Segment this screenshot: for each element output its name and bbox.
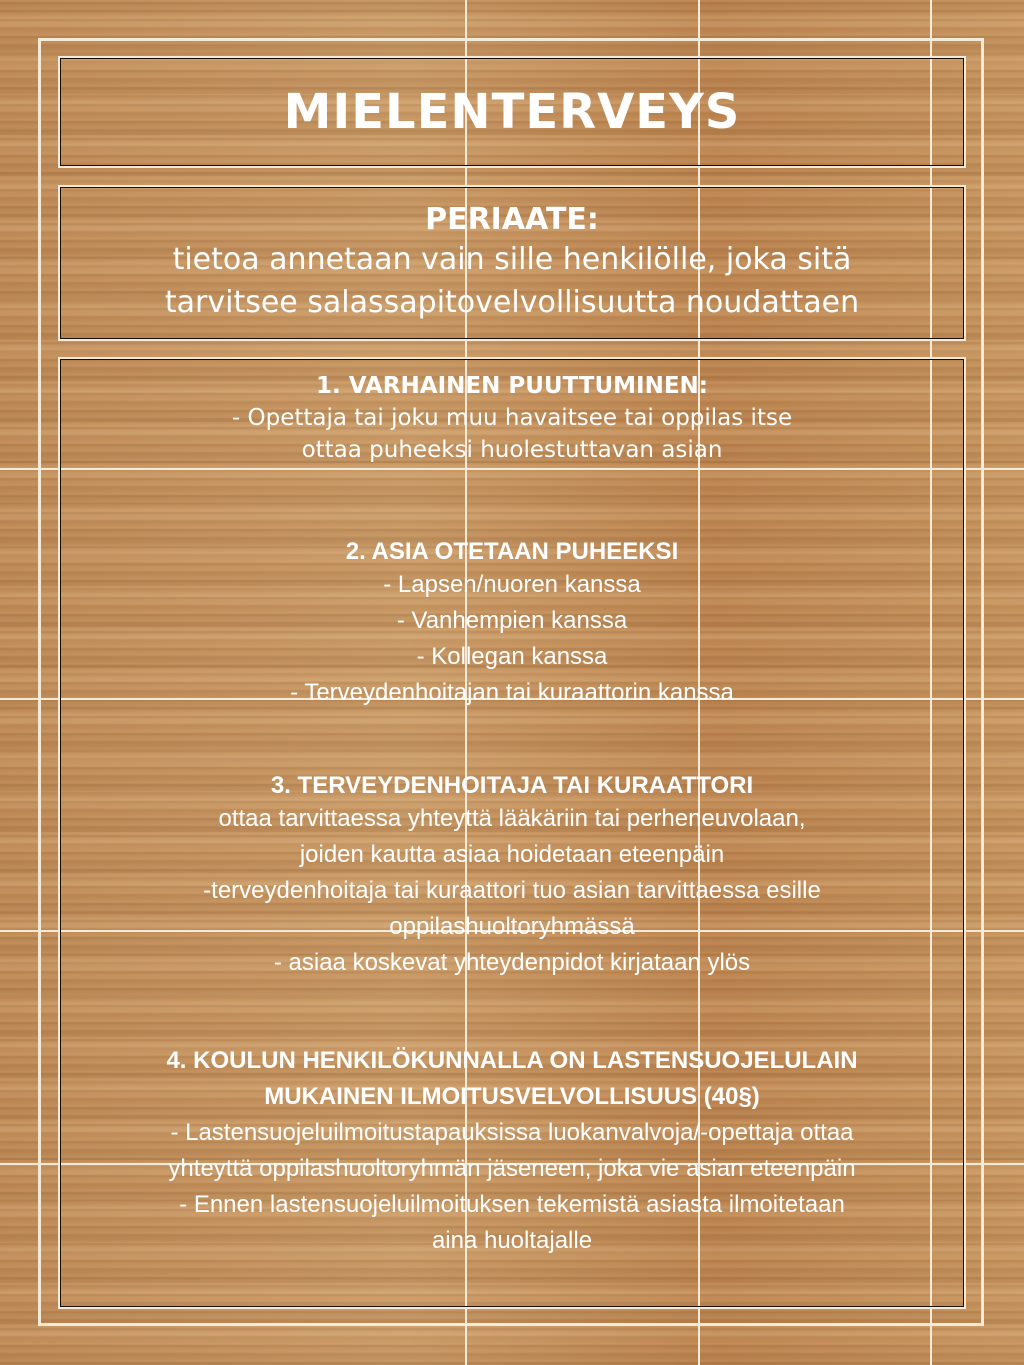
principle-heading: PERIAATE: (425, 202, 599, 237)
section-discussion (61, 537, 963, 711)
section-heading: 2. ASIA OTETAAN PUHEEKSI (345, 538, 679, 565)
section-line: - Opettaja tai joku muu havaitsee tai oppilas itse (231, 405, 793, 431)
section-line: yhteyttä oppilashuoltoryhmän jäseneen, joka vie asian eteenpäin (168, 1155, 856, 1182)
principle-text-line: tarvitsee salassapitovelvollisuutta noudattaen (164, 285, 860, 320)
section-line: -terveydenhoitaja tai kuraattori tuo asian tarvittaessa esille (203, 877, 821, 904)
section-line: - asiaa koskevat yhteydenpidot kirjataan ylös (273, 949, 751, 976)
section-line: - Terveydenhoitajan tai kuraattorin kanssa (290, 679, 734, 706)
principle-panel (60, 187, 964, 339)
section-early-intervention (61, 370, 963, 466)
section-reporting-obligation (61, 1043, 963, 1259)
section-line: - Ennen lastensuojeluilmoituksen tekemistä asiasta ilmoitetaan (179, 1191, 845, 1218)
principle-text-line: tietoa annetaan vain sille henkilölle, joka sitä (172, 242, 852, 277)
section-line: aina huoltajalle (431, 1227, 593, 1254)
content-panel (60, 359, 964, 1307)
section-heading: MUKAINEN ILMOITUSVELVOLLISUUS (40§) (264, 1083, 760, 1110)
section-heading: 1. VARHAINEN PUUTTUMINEN: (316, 373, 708, 399)
section-line: oppilashuoltoryhmässä (389, 913, 635, 940)
section-line: - Kollegan kanssa (416, 643, 608, 670)
section-line: - Vanhempien kanssa (396, 607, 628, 634)
section-nurse-counselor (61, 771, 963, 981)
section-line: joiden kautta asiaa hoidetaan eteenpäin (299, 841, 725, 868)
section-line: ottaa tarvittaessa yhteyttä lääkäriin tai perheneuvolaan, (218, 805, 806, 832)
page-title: MIELENTERVEYS (283, 84, 741, 140)
title-panel (60, 58, 964, 166)
section-line: ottaa puheeksi huolestuttavan asian (301, 437, 723, 463)
section-line: - Lastensuojeluilmoitustapauksissa luokanvalvoja/-opettaja ottaa (170, 1119, 854, 1146)
section-heading: 4. KOULUN HENKILÖKUNNALLA ON LASTENSUOJELULAIN (166, 1047, 858, 1074)
section-line: - Lapsen/nuoren kanssa (383, 571, 641, 598)
section-heading: 3. TERVEYDENHOITAJA TAI KURAATTORI (270, 772, 754, 799)
